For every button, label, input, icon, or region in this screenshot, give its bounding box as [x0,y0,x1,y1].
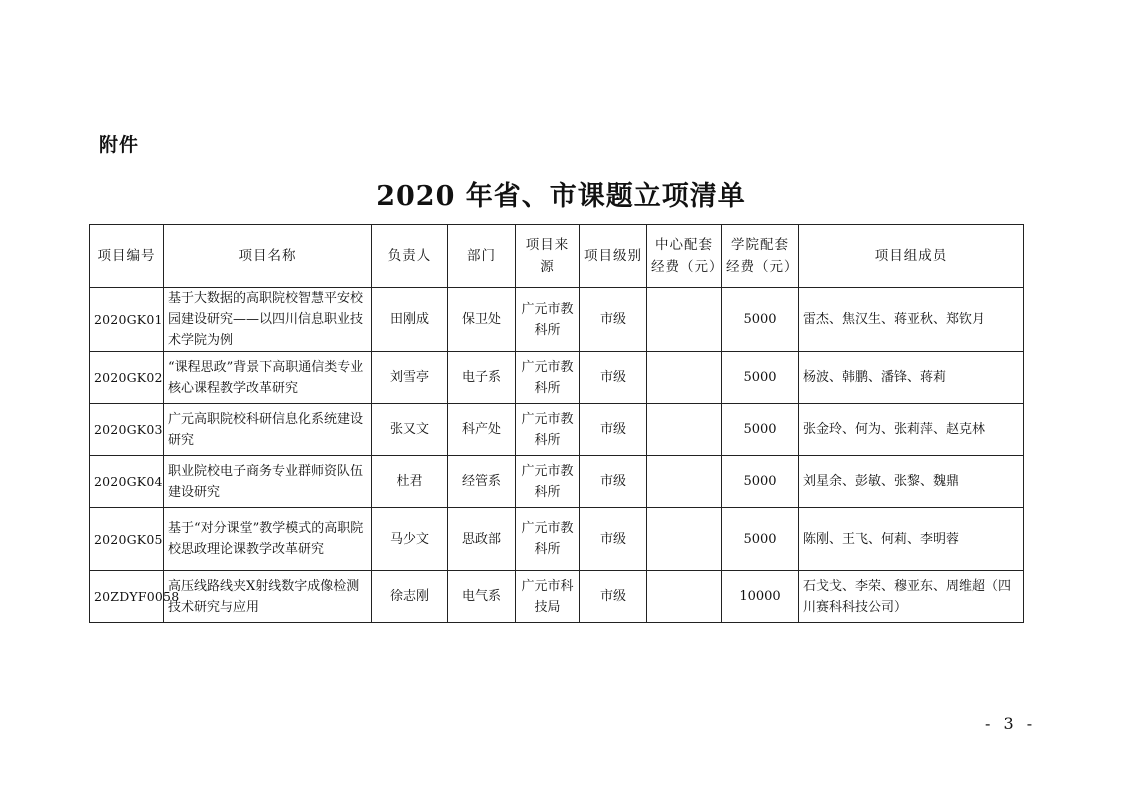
cell-project-id: 2020GK05 [90,508,164,571]
cell-college-fund: 5000 [722,508,799,571]
cell-center-fund [647,404,722,456]
cell-leader: 徐志刚 [372,571,448,623]
cell-level: 市级 [580,288,647,352]
cell-center-fund [647,288,722,352]
cell-project-name: 基于大数据的高职院校智慧平安校园建设研究——以四川信息职业技术学院为例 [164,288,372,352]
cell-project-name: “课程思政”背景下高职通信类专业核心课程教学改革研究 [164,352,372,404]
cell-members: 刘星余、彭敏、张黎、魏鼎 [799,456,1024,508]
table-header-row [90,225,1024,288]
cell-leader: 杜君 [372,456,448,508]
header-members: 项目组成员 [799,225,1024,288]
cell-department: 保卫处 [448,288,516,352]
cell-level: 市级 [580,404,647,456]
header-source: 项目来源 [516,225,580,288]
cell-members: 雷杰、焦汉生、蒋亚秋、郑钦月 [799,288,1024,352]
cell-project-id: 2020GK01 [90,288,164,352]
header-department: 部门 [448,225,516,288]
cell-source: 广元市教科所 [516,404,580,456]
cell-college-fund: 10000 [722,571,799,623]
cell-center-fund [647,571,722,623]
page-title: 2020 年省、市课题立项清单 [376,181,746,212]
cell-level: 市级 [580,571,647,623]
cell-project-id: 2020GK04 [90,456,164,508]
cell-department: 科产处 [448,404,516,456]
cell-college-fund: 5000 [722,352,799,404]
cell-project-name: 高压线路线夹X射线数字成像检测技术研究与应用 [164,571,372,623]
cell-leader: 田刚成 [372,288,448,352]
cell-department: 经管系 [448,456,516,508]
cell-members: 杨波、韩鹏、潘锋、蒋莉 [799,352,1024,404]
page-number: - 3 - [985,714,1037,733]
cell-members: 陈刚、王飞、何莉、李明蓉 [799,508,1024,571]
header-college-fund: 学院配套经费（元） [722,225,799,288]
cell-college-fund: 5000 [722,456,799,508]
cell-members: 石戈戈、李荣、穆亚东、周维超（四川赛科科技公司） [799,571,1024,623]
cell-members: 张金玲、何为、张莉萍、赵克林 [799,404,1024,456]
cell-project-id: 2020GK03 [90,404,164,456]
cell-department: 思政部 [448,508,516,571]
table-row [90,508,1024,571]
cell-source: 广元市教科所 [516,352,580,404]
header-project-id: 项目编号 [90,225,164,288]
cell-center-fund [647,456,722,508]
table-row [90,352,1024,404]
header-leader: 负责人 [372,225,448,288]
cell-leader: 张又文 [372,404,448,456]
cell-source: 广元市科技局 [516,571,580,623]
cell-project-name: 广元高职院校科研信息化系统建设研究 [164,404,372,456]
project-table [89,224,1024,623]
cell-department: 电子系 [448,352,516,404]
cell-department: 电气系 [448,571,516,623]
cell-project-name: 职业院校电子商务专业群师资队伍建设研究 [164,456,372,508]
cell-center-fund [647,352,722,404]
attachment-label: 附件 [99,134,140,156]
table-row [90,288,1024,352]
cell-project-id: 2020GK02 [90,352,164,404]
table-row [90,404,1024,456]
cell-source: 广元市教科所 [516,456,580,508]
cell-college-fund: 5000 [722,288,799,352]
cell-level: 市级 [580,508,647,571]
cell-project-name: 基于“对分课堂”教学模式的高职院校思政理论课教学改革研究 [164,508,372,571]
cell-project-id: 20ZDYF0058 [90,571,164,623]
cell-leader: 刘雪亭 [372,352,448,404]
cell-source: 广元市教科所 [516,508,580,571]
header-level: 项目级别 [580,225,647,288]
cell-leader: 马少文 [372,508,448,571]
cell-level: 市级 [580,456,647,508]
table-row [90,456,1024,508]
cell-college-fund: 5000 [722,404,799,456]
cell-center-fund [647,508,722,571]
cell-level: 市级 [580,352,647,404]
table-row [90,571,1024,623]
cell-source: 广元市教科所 [516,288,580,352]
header-center-fund: 中心配套经费（元） [647,225,722,288]
header-project-name: 项目名称 [164,225,372,288]
